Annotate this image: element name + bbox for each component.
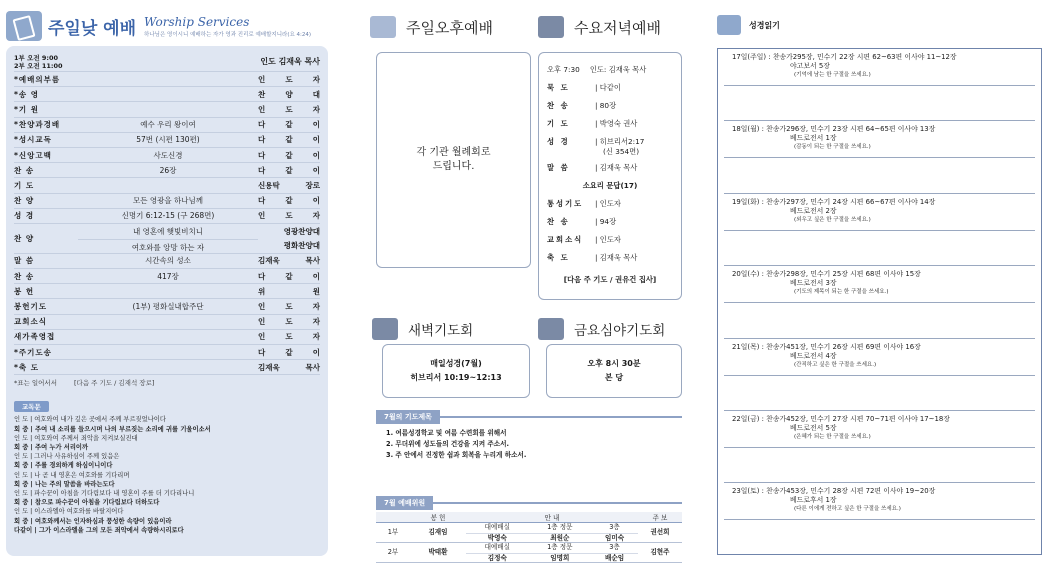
- order-item-leader: 인 도 자: [258, 317, 320, 327]
- order-item-name: 찬 양: [14, 196, 35, 206]
- order-item-leader: 다 같 이: [258, 120, 320, 130]
- dawn-line2: 히브리서 10:19~12:13: [410, 373, 502, 382]
- order-item-row: [14, 178, 320, 193]
- wed-label: 축 도: [547, 253, 570, 262]
- committee-header: 안 내: [466, 512, 638, 523]
- order-item-leader: 신용탁 장로: [258, 180, 320, 190]
- reading-day: [724, 194, 1035, 266]
- order-item-name: *신앙고백: [14, 150, 52, 160]
- responsive-line: 인 도 | 여호와여 내가 깊은 곳에서 주께 부르짖었나이다: [14, 416, 166, 424]
- committee-body: [376, 523, 682, 563]
- prayer-topic: 2. 무더위에 성도들의 건강을 지켜 주소서.: [386, 440, 509, 448]
- wed-order-a: [547, 79, 673, 133]
- order-item-leader: 위 원: [258, 286, 320, 296]
- anthem-2: 여호와를 앙망 하는 자: [78, 239, 258, 255]
- reading-note-line: [724, 302, 1035, 303]
- order-item-leader: 다 같 이: [258, 165, 320, 175]
- order-item-row: [14, 133, 320, 148]
- order-item-name: 말 씀: [14, 256, 35, 266]
- reading-line2: 베드로전서 1장: [790, 134, 837, 143]
- order-item-name: *주기도송: [14, 347, 52, 357]
- reading-note-line: [724, 375, 1035, 376]
- reading-hint: (간직하고 싶은 한 구절을 쓰세요.): [794, 361, 877, 368]
- wed-order-row: [547, 213, 673, 231]
- usher-location: 대예배실: [484, 523, 511, 531]
- sunday-worship-subtitle: [144, 15, 311, 38]
- responsive-line: 회 중 | 참으로 파수꾼이 아침을 기다림보다 더하도다: [14, 499, 160, 507]
- order-item-name: 봉헌기도: [14, 302, 47, 312]
- reading-line1: 17일(주일) : 찬송가295장, 민수기 22장 시편 62~63편 이사야 11~12장: [732, 53, 957, 61]
- wed-label: 말 씀: [547, 163, 570, 172]
- reading-day-text: [732, 270, 921, 297]
- responsive-line: 회 중 | 주여 내 소리를 들으시며 나의 부르짖는 소리에 귀를 기울이소서: [14, 425, 211, 433]
- order-item-detail: 예수 우리 왕이여: [140, 120, 196, 130]
- reading-hint: (외우고 싶은 한 구절을 쓰세요.): [794, 216, 871, 223]
- order-item-leader: 김재욱 목사: [258, 362, 320, 372]
- order-item-leader: 다 같 이: [258, 271, 320, 281]
- usher-location: 1층 정문: [547, 523, 573, 531]
- reading-line2: 야고보서 5장: [790, 62, 830, 70]
- wed-value: | 박영숙 권사: [595, 119, 638, 128]
- wed-scripture-page: (신 354면): [603, 147, 640, 156]
- usher-location: 3층: [609, 543, 620, 551]
- choir-row: [14, 224, 320, 254]
- bulletin-icon: [6, 11, 42, 41]
- order-item-row: [14, 163, 320, 178]
- responsive-line: 회 중 | 주여 누가 서리이까: [14, 443, 89, 451]
- order-item-name: *축 도: [14, 362, 40, 372]
- order-item-leader: 다 같 이: [258, 150, 320, 160]
- sunday-worship-header: [6, 6, 328, 46]
- committee-bulletin: 권선희: [638, 523, 682, 543]
- usher-name: 박영숙: [466, 533, 529, 543]
- committee-header: 주 보: [638, 512, 682, 523]
- committee-part: 1부: [376, 523, 410, 543]
- wednesday-title: 수요저녁예배: [574, 18, 661, 37]
- usher-name: 배순임: [591, 553, 638, 563]
- friday-prayer-header: [538, 312, 665, 346]
- wed-value: | 김재욱 목사: [595, 253, 638, 262]
- standing-note-mark: *표는 일어서서: [14, 379, 57, 388]
- committee-usher-cell: [466, 523, 529, 543]
- wed-order-row: [547, 249, 673, 267]
- wed-label: 찬 송: [547, 217, 570, 226]
- reading-day-text: [732, 343, 921, 370]
- worship-icon: [538, 16, 564, 38]
- committee-offering: 김재임: [410, 523, 466, 543]
- order-items-b: [14, 254, 320, 376]
- wed-order-row: [547, 195, 673, 213]
- usher-location: 3층: [609, 523, 620, 531]
- reading-day-text: [732, 125, 935, 152]
- bible-icon: [717, 15, 741, 35]
- prayer-icon: [538, 318, 564, 340]
- service-leader: 인도 김재욱 목사: [260, 57, 320, 66]
- reading-line1: 23일(토) : 찬송가453장, 민수기 28장 시편 72편 이사야 19~20장: [732, 487, 936, 496]
- wed-label: 묵 도: [547, 83, 570, 92]
- order-item-row: [14, 118, 320, 133]
- committee-usher-cell: [529, 543, 591, 563]
- usher-location: 대예배실: [484, 543, 511, 551]
- reading-day-text: [732, 415, 950, 442]
- order-item-row: [14, 254, 320, 269]
- part2-time: 2부 오전 11:00: [14, 61, 63, 70]
- order-item-name: *기 원: [14, 104, 40, 114]
- order-item-leader: 다 같 이: [258, 135, 320, 145]
- sunday-worship-panel: [6, 6, 328, 560]
- prayer-topic: 1. 여름성경학교 및 여름 수련회를 위해서: [386, 429, 507, 437]
- wed-preacher: | 김재욱 목사: [595, 163, 638, 172]
- service-times: [14, 54, 63, 70]
- reading-hint: (은혜가 되는 한 구절을 쓰세요.): [794, 433, 871, 440]
- order-item-name: *성시교독: [14, 135, 52, 145]
- middle-panel: [366, 10, 692, 565]
- order-item-row: [14, 315, 320, 330]
- order-item-row: [14, 284, 320, 299]
- responsive-line: 인 도 | 이스라엘아 여호와를 바랄지어다: [14, 508, 124, 516]
- prayer-topics-tagbar: [376, 404, 682, 421]
- wed-lead: 인도: 김재욱 목사: [589, 65, 647, 74]
- wed-order-b: [547, 195, 673, 267]
- order-item-row: [14, 72, 320, 87]
- committee-row: [376, 543, 682, 563]
- responsive-line: 인 도 | 여호와여 주께서 죄악을 지켜보실진대: [14, 434, 138, 442]
- order-item-leader: 인 도 자: [258, 332, 320, 342]
- prayer-icon: [372, 318, 398, 340]
- reading-day-text: [732, 53, 957, 80]
- friday-line1: 오후 8시 30분: [587, 359, 641, 368]
- reading-day: [724, 121, 1035, 193]
- reading-day: [724, 339, 1035, 411]
- reading-day-text: [732, 198, 935, 225]
- order-item-leader: 다 같 이: [258, 196, 320, 206]
- committee-usher-cell: [466, 543, 529, 563]
- committee-tag: 7월 예배위원: [376, 496, 433, 510]
- reading-line1: 21일(목) : 찬송가451장, 민수기 26장 시편 69편 이사야 16장: [732, 342, 921, 351]
- order-item-leader: 인 도 자: [258, 302, 320, 312]
- order-item-row: [14, 330, 320, 345]
- committee-row: [376, 523, 682, 543]
- wed-order-row: [547, 97, 673, 115]
- order-item-leader: 찬 양 대: [258, 89, 320, 99]
- order-item-name: 봉 헌: [14, 286, 35, 296]
- order-of-worship: [6, 46, 328, 556]
- usher-name: 임미숙: [591, 533, 638, 543]
- wed-time: 오후 7:30: [547, 65, 580, 74]
- usher-name: 최원순: [529, 533, 591, 543]
- responsive-line: 회 중 | 나는 주의 말씀을 바라는도다: [14, 480, 115, 488]
- committee-usher-cell: [591, 523, 638, 543]
- order-item-name: 찬 송: [14, 165, 35, 175]
- worship-icon: [370, 16, 396, 38]
- wed-order-row: [547, 79, 673, 97]
- order-item-row: [14, 299, 320, 314]
- order-item-detail: 신명기 6:12-15 (구 268면): [121, 211, 215, 221]
- reading-day: [724, 266, 1035, 338]
- order-item-name: 찬 송: [14, 271, 35, 281]
- order-item-leader: 인 도 자: [258, 104, 320, 114]
- bible-reading-title: 성경읽기: [749, 20, 780, 30]
- wed-value: | 인도자: [595, 235, 621, 244]
- choir-2: 평화찬양대: [283, 241, 320, 251]
- friday-line2: 본 당: [604, 373, 624, 382]
- sunday-afternoon-text1: 각 기관 월례회로: [416, 147, 491, 158]
- wed-scripture-row: [547, 133, 673, 159]
- reading-line1: 22일(금) : 찬송가452장, 민수기 27장 시편 70~71편 이사야 17~18장: [732, 414, 950, 423]
- choirs: [258, 224, 320, 253]
- prayer-topics-tag: 7월의 기도제목: [376, 410, 440, 424]
- reading-note-line: [724, 85, 1035, 86]
- order-item-leader: 인 도 자: [258, 211, 320, 221]
- order-item-leader: 김재욱 목사: [258, 256, 320, 266]
- committee-usher-cell: [591, 543, 638, 563]
- wed-sermon-title: 소요리 문답(17): [582, 181, 638, 190]
- wed-value: | 80장: [595, 101, 617, 110]
- reading-hint: (기억에 남는 한 구절을 쓰세요.): [794, 72, 871, 78]
- reading-day: [724, 49, 1035, 121]
- usher-name: 임명희: [529, 553, 591, 563]
- sunday-afternoon-title: 주일오후예배: [406, 18, 493, 37]
- choir-1: 영광찬양대: [283, 226, 320, 236]
- wed-order-row: [547, 231, 673, 249]
- committee-header-row: [376, 512, 682, 523]
- responsive-line: 인 도 | 그러나 사유하심이 주께 있음은: [14, 453, 120, 461]
- order-item-row: [14, 102, 320, 117]
- responsive-reading: [14, 415, 320, 535]
- committee-offering: 박태환: [410, 543, 466, 563]
- worship-committee-table: [376, 512, 682, 563]
- order-item-name: *찬양과경배: [14, 120, 61, 130]
- reading-day-text: [732, 487, 935, 514]
- wed-time-row: [547, 61, 673, 79]
- reading-line2: 베드로전서 2장: [790, 206, 837, 215]
- order-item-row: [14, 269, 320, 284]
- committee-header: 봉 헌: [410, 512, 466, 523]
- committee-bulletin: 김현주: [638, 543, 682, 563]
- order-item-row: [14, 345, 320, 360]
- friday-prayer-box: [546, 344, 682, 398]
- committee-tagbar: [376, 490, 682, 507]
- wed-label: 기 도: [547, 119, 570, 128]
- bible-reading-schedule: [717, 48, 1042, 555]
- bible-reading-panel: [717, 12, 1042, 565]
- order-item-detail: 57번 (시편 130편): [136, 135, 200, 145]
- sunday-worship-title: 주일낮 예배: [48, 18, 137, 39]
- order-item-detail: 사도신경: [153, 150, 183, 160]
- subtitle-en: Worship Services: [144, 14, 250, 29]
- prayer-topic: 3. 주 안에서 진정한 쉼과 회복을 누리게 하소서.: [386, 451, 527, 459]
- committee-part: 2부: [376, 543, 410, 563]
- subtitle-verse: 하나님은 영이시니 예배하는 자가 영과 진리로 예배할지니라(요 4:24): [144, 31, 312, 38]
- dawn-prayer-box: [382, 344, 530, 398]
- order-item-name: *예배의부름: [14, 74, 61, 84]
- reading-note-line: [724, 447, 1035, 448]
- reading-line2: 베드로전서 3장: [790, 279, 837, 288]
- next-week-prayer: [다음 주 기도 / 김재석 장로]: [74, 379, 155, 388]
- anthem-1: 내 영혼에 햇빛비치니: [133, 226, 203, 236]
- order-item-detail: 26장: [159, 165, 177, 175]
- order-items-a: [14, 72, 320, 224]
- reading-hint: (다른 이에게 전하고 싶은 한 구절을 쓰세요.): [794, 506, 901, 513]
- order-item-row: [14, 360, 320, 375]
- responsive-line: 인 도 | 파수꾼이 아침을 기다림보다 내 영혼이 주를 더 기다리나니: [14, 490, 195, 497]
- responsive-line: 회 중 | 주를 경외하게 하심이니이다: [14, 462, 113, 470]
- wed-next-prayer: [다음 주 기도 / 권유건 집사]: [563, 275, 657, 284]
- reading-note-line: [724, 157, 1035, 158]
- bible-reading-header: [717, 12, 1042, 38]
- friday-prayer-title: 금요심야기도회: [574, 323, 666, 339]
- order-item-name: 새가족영접: [14, 332, 56, 342]
- wed-value: | 다같이: [595, 83, 621, 92]
- standing-note: [14, 378, 320, 387]
- reading-line2: 베드로전서 5장: [790, 423, 837, 432]
- dawn-line1: 매일성경(7월): [430, 359, 482, 368]
- reading-line1: 20일(수) : 찬송가298장, 민수기 25장 시편 68편 이사야 15장: [732, 270, 921, 279]
- reading-line2: 베드로전서 4장: [790, 351, 837, 360]
- reading-note-line: [724, 519, 1035, 520]
- order-item-row: [14, 209, 320, 224]
- service-times-row: [14, 52, 320, 72]
- prayer-topics: [386, 428, 526, 461]
- usher-location: 1층 정문: [547, 543, 573, 551]
- wed-label: 통성기도: [547, 199, 584, 208]
- part1-time: 1부 오전 9:00: [14, 53, 59, 62]
- reading-day: [724, 483, 1035, 555]
- reading-note-line: [724, 230, 1035, 231]
- wed-sermon-row: [547, 159, 673, 177]
- sunday-afternoon-header: [370, 10, 493, 44]
- order-item-row: [14, 87, 320, 102]
- order-item-detail: (1부) 평화실내합주단: [132, 302, 204, 312]
- responsive-line: 다같이 | 그가 이스라엘을 그의 모든 죄악에서 속량하시리로다: [14, 526, 184, 534]
- wed-scripture-ref: | 히브리서2:17: [595, 137, 645, 146]
- sunday-afternoon-text2: 드립니다.: [432, 161, 475, 172]
- committee-usher-cell: [529, 523, 591, 543]
- reading-line2: 베드로후서 1장: [790, 496, 837, 505]
- order-item-row: [14, 148, 320, 163]
- order-item-name: 기 도: [14, 180, 35, 190]
- wed-order-row: [547, 115, 673, 133]
- choir-anthems: [78, 224, 258, 253]
- dawn-prayer-header: [372, 312, 473, 346]
- reading-hint: (기도의 제목이 되는 한 구절을 쓰세요.): [794, 289, 889, 296]
- reading-line1: 18일(월) : 찬송가296장, 민수기 23장 시편 64~65편 이사야 13장: [732, 125, 936, 134]
- order-item-leader: 인 도 자: [258, 74, 320, 84]
- order-item-detail: 시간속의 성소: [145, 256, 191, 266]
- responsive-line: 인 도 | 나 곧 내 영혼은 여호와를 기다리며: [14, 471, 130, 479]
- order-item-leader: 다 같 이: [258, 347, 320, 357]
- reading-line1: 19일(화) : 찬송가297장, 민수기 24장 시편 66~67편 이사야 14장: [732, 197, 936, 206]
- wed-label: 성 경: [547, 137, 570, 146]
- order-item-detail: 417장: [157, 271, 179, 281]
- usher-name: 김정숙: [466, 553, 529, 563]
- responsive-reading-tag: 교독문: [14, 401, 49, 412]
- order-item-name: 성 경: [14, 211, 35, 221]
- committee-header-blank: [376, 512, 410, 523]
- wed-value: | 인도자: [595, 199, 621, 208]
- wednesday-box: [538, 52, 682, 300]
- wed-label: 교회소식: [547, 235, 584, 244]
- dawn-prayer-title: 새벽기도회: [408, 323, 474, 339]
- sunday-afternoon-box: [376, 52, 531, 268]
- responsive-line: 회 중 | 여호와께서는 인자하심과 풍성한 속량이 있음이라: [14, 517, 172, 525]
- wed-scripture: [595, 137, 673, 157]
- order-item-name: 찬 양: [14, 233, 35, 243]
- wed-value: | 94장: [595, 217, 617, 226]
- wednesday-header: [538, 10, 661, 44]
- order-item-name: 교회소식: [14, 317, 47, 327]
- wed-label: 찬 송: [547, 101, 570, 110]
- order-item-name: *송 영: [14, 89, 40, 99]
- reading-hint: (감동이 되는 한 구절을 쓰세요.): [794, 144, 871, 151]
- order-item-detail: 모든 영광을 하나님께: [133, 196, 203, 206]
- order-item-row: [14, 194, 320, 209]
- reading-day: [724, 411, 1035, 483]
